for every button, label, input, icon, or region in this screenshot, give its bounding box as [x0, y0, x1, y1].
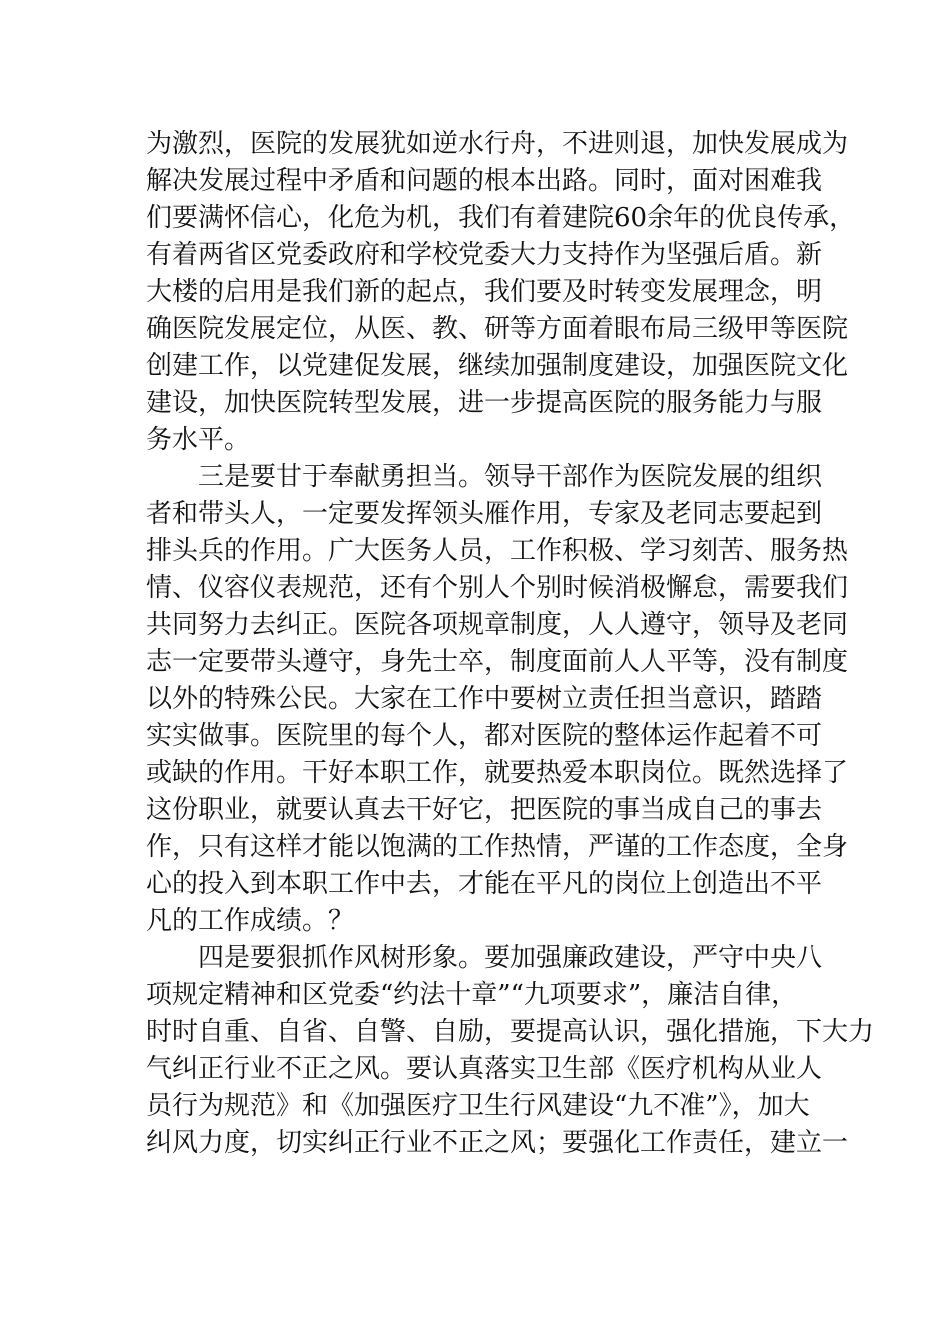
line-text: 为激烈，医院的发展犹如逆水行舟，不进则退，加快发展成为 [146, 129, 849, 159]
line-text: 者和带头人，一定要发挥领头雁作用，专家及老同志要起到 [146, 499, 823, 529]
line-text: 情、仪容仪表规范，还有个别人个别时候消极懈怠，需要我们 [146, 573, 849, 603]
line-text: 四是要狠抓作风树形象。要加强廉政建设，严守中央八 [198, 943, 823, 973]
line-text: 时时自重、自省、自警、自励，要提高认识，强化措施，下大力 [146, 1017, 875, 1047]
line-text: 务水平。 [146, 425, 251, 455]
line-text: 以外的特殊公民。大家在工作中要树立责任担当意识，踏踏 [146, 684, 823, 714]
line-text: 作，只有这样才能以饱满的工作热情，严谨的工作态度，全身 [146, 832, 849, 862]
line-text: 们要满怀信心，化危为机，我们有着建院60余年的优良传承， [146, 203, 856, 233]
line-text: 员行为规范》和《加强医疗卫生行风建设“九不准”》，加大 [146, 1091, 810, 1121]
line-text: 有着两省区党委政府和学校党委大力支持作为坚强后盾。新 [146, 240, 823, 270]
line-text: 纠风力度，切实纠正行业不正之风；要强化工作责任，建立一 [146, 1128, 849, 1158]
line-text: 确医院发展定位，从医、教、研等方面着眼布局三级甲等医院 [146, 314, 849, 344]
line-text: 创建工作，以党建促发展，继续加强制度建设，加强医院文化 [146, 351, 849, 381]
line-text: 这份职业，就要认真去干好它，把医院的事当成自己的事去 [146, 795, 823, 825]
text-line [0, 1121, 950, 1165]
line-text: 大楼的启用是我们新的起点，我们要及时转变发展理念，明 [146, 277, 823, 307]
line-text: 建设，加快医院转型发展，进一步提高医院的服务能力与服 [146, 388, 823, 418]
line-text: 排头兵的作用。广大医务人员，工作积极、学习刻苦、服务热 [146, 536, 849, 566]
line-text: 三是要甘于奉献勇担当。领导干部作为医院发展的组织 [198, 462, 823, 492]
line-text: 项规定精神和区党委“约法十章”“九项要求”，廉洁自律， [146, 980, 798, 1010]
line-text: 解决发展过程中矛盾和问题的根本出路。同时，面对困难我 [146, 166, 823, 196]
line-text: 共同努力去纠正。医院各项规章制度，人人遵守，领导及老同 [146, 610, 849, 640]
line-text: 凡的工作成绩。？ [146, 906, 355, 936]
line-text: 或缺的作用。干好本职工作，就要热爱本职岗位。既然选择了 [146, 758, 849, 788]
line-text: 心的投入到本职工作中去，才能在平凡的岗位上创造出不平 [146, 869, 823, 899]
line-text: 气纠正行业不正之风。要认真落实卫生部《医疗机构从业人 [146, 1054, 823, 1084]
line-text: 志一定要带头遵守，身先士卒，制度面前人人平等，没有制度 [146, 647, 849, 677]
line-text: 实实做事。医院里的每个人，都对医院的整体运作起着不可 [146, 721, 823, 751]
